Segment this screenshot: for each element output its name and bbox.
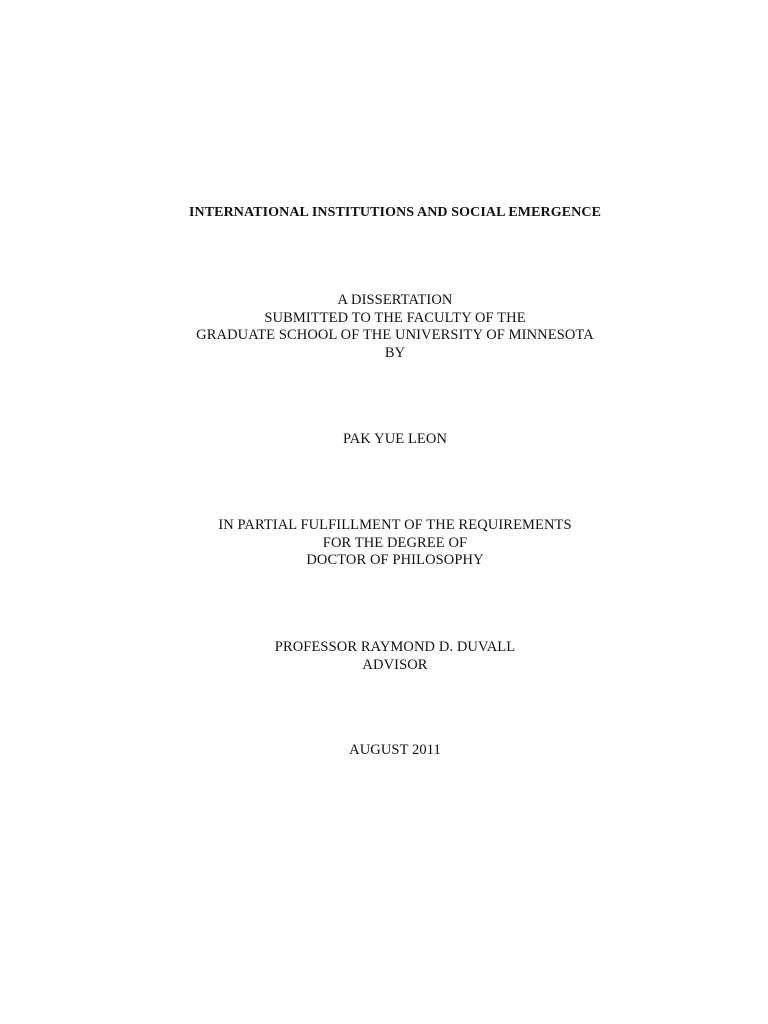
submission-line-3: GRADUATE SCHOOL OF THE UNIVERSITY OF MINNESOTA [196,327,594,343]
advisor-role: ADVISOR [362,656,428,673]
date-block [0,742,768,760]
advisor-block [0,639,768,674]
submission-line-4: BY [384,344,406,361]
submission-statement [0,292,768,362]
submission-line-2: SUBMITTED TO THE FACULTY OF THE [264,309,526,326]
fulfillment-line-1: IN PARTIAL FULFILLMENT OF THE REQUIREMENTS [218,517,572,533]
dissertation-title-block [0,204,768,222]
author-block [0,431,768,449]
fulfillment-line-3: DOCTOR OF PHILOSOPHY [306,552,484,568]
dissertation-title: INTERNATIONAL INSTITUTIONS AND SOCIAL EMERGENCE [188,205,602,220]
submission-line-1: A DISSERTATION [337,292,453,308]
fulfillment-statement [0,517,768,570]
advisor-name: PROFESSOR RAYMOND D. DUVALL [274,639,516,655]
author-name: PAK YUE LEON [342,431,448,447]
submission-date: AUGUST 2011 [349,742,441,758]
fulfillment-line-2: FOR THE DEGREE OF [322,534,468,551]
